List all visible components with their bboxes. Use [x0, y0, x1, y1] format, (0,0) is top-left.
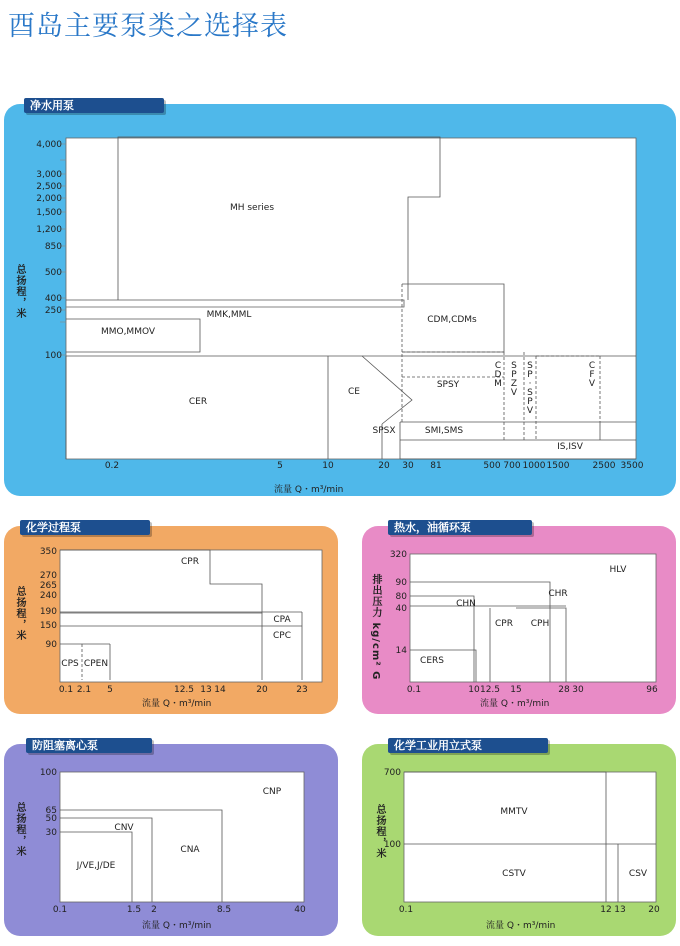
region-label: CPR	[495, 619, 513, 629]
x-tick-label: 28	[558, 685, 570, 695]
x-tick-label: 13	[200, 685, 212, 695]
x-tick-label: 30	[402, 461, 414, 471]
panel-title: 热水，油循环泵	[388, 520, 532, 535]
region-label: CERS	[420, 656, 444, 666]
x-tick-label: 20	[378, 461, 390, 471]
y-tick-label: 250	[44, 306, 62, 316]
x-tick-label: 0.1	[52, 905, 68, 915]
region-label: M	[494, 379, 502, 389]
region-label: CSV	[628, 869, 648, 879]
region-label: S	[511, 361, 517, 371]
y-axis-label: 总扬程，米	[374, 804, 385, 859]
region-label: V	[510, 388, 518, 398]
y-tick-label: 2,000	[36, 194, 62, 204]
x-tick-label: 1.5	[126, 905, 142, 915]
region-label: CPEN	[83, 659, 109, 669]
region-label: SPSX	[372, 426, 396, 436]
y-tick-label: 3,000	[36, 170, 62, 180]
region-label: HLV	[609, 565, 627, 575]
region-label: C	[588, 361, 596, 371]
region-label: CHN	[456, 599, 476, 609]
y-axis-label: 总扬程，米	[14, 264, 25, 319]
y-tick-label: 40	[395, 604, 407, 614]
region-label: C	[494, 361, 502, 371]
region-label: SMI,SMS	[424, 426, 464, 436]
x-tick-label: 5	[277, 461, 283, 471]
region-label: V	[588, 379, 596, 389]
x-axis-label: 流量 Q・m³/min	[486, 921, 556, 931]
x-tick-label: 20	[256, 685, 268, 695]
x-tick-label: 2	[151, 905, 157, 915]
x-tick-label: 30	[572, 685, 584, 695]
region-label: IS,ISV	[557, 442, 583, 452]
x-axis-label: 流量 Q・m³/min	[480, 699, 550, 709]
y-tick-label: 30	[45, 828, 57, 838]
region-label: P	[527, 397, 533, 407]
region-label: F	[589, 370, 595, 380]
y-tick-label: 100	[44, 351, 62, 361]
x-tick-label: 10	[322, 461, 334, 471]
x-tick-label: 2.1	[76, 685, 92, 695]
region-label: P	[527, 370, 533, 380]
region-label: CHR	[548, 589, 568, 599]
x-tick-label: 0.1	[398, 905, 414, 915]
y-tick-label: 65	[45, 806, 57, 816]
y-tick-label: 500	[44, 268, 62, 278]
panel-title: 净水用泵	[24, 98, 164, 113]
panel-title: 化学工业用立式泵	[388, 738, 548, 753]
y-tick-label: 90	[45, 640, 57, 650]
x-tick-label: 20	[648, 905, 660, 915]
panel-vertical-pump	[362, 739, 676, 936]
region-label: CPC	[273, 631, 291, 641]
x-tick-label: 96	[646, 685, 658, 695]
x-tick-label: 0.2	[104, 461, 120, 471]
x-axis-label: 流量 Q・m³/min	[274, 485, 344, 495]
x-axis-label: 流量 Q・m³/min	[142, 699, 212, 709]
chart-chemical-process	[4, 526, 338, 714]
region-label: CPH	[530, 619, 550, 629]
y-tick-label: 1,500	[36, 208, 62, 218]
y-axis-label: 总扬程，米	[14, 586, 25, 641]
x-tick-label: 13	[614, 905, 626, 915]
y-tick-label: 270	[39, 571, 57, 581]
y-tick-label: 80	[395, 592, 407, 602]
x-tick-label: 15	[510, 685, 522, 695]
y-tick-label: 700	[383, 768, 401, 778]
x-tick-label: 0.1	[58, 685, 74, 695]
region-label: V	[526, 406, 534, 416]
y-tick-label: 265	[39, 581, 57, 591]
y-tick-label: 2,500	[36, 182, 62, 192]
x-tick-label: 700	[503, 461, 521, 471]
region-label: D	[494, 370, 502, 380]
region-label: J/VE,J/DE	[76, 861, 116, 871]
region-label: Z	[510, 379, 518, 389]
x-tick-label: 5	[107, 685, 113, 695]
y-tick-label: 14	[395, 646, 407, 656]
x-tick-label: 81	[430, 461, 442, 471]
y-tick-label: 850	[44, 242, 62, 252]
y-tick-label: 190	[39, 607, 57, 617]
x-tick-label: 1500	[546, 461, 570, 471]
plot-area	[66, 138, 636, 459]
y-tick-label: 240	[39, 591, 57, 601]
panel-anti-clog	[4, 739, 338, 936]
region-label: P	[511, 370, 517, 380]
x-axis-label: 流量 Q・m³/min	[142, 921, 212, 931]
y-tick-label: 1,200	[36, 225, 62, 235]
x-tick-label: 23	[296, 685, 308, 695]
panel-title: 防阻塞离心泵	[26, 738, 152, 753]
y-tick-label: 350	[39, 547, 57, 557]
chart-clean-water	[4, 104, 676, 496]
y-tick-label: 100	[383, 840, 401, 850]
region-label: CE	[348, 387, 360, 397]
region-label: CNA	[180, 845, 200, 855]
region-label: SPSY	[436, 380, 460, 390]
y-tick-label: 50	[45, 814, 57, 824]
y-tick-label: 100	[39, 768, 57, 778]
page-title: 酉岛主要泵类之选择表	[8, 11, 288, 42]
region-label: CPS	[61, 659, 79, 669]
region-label: CSTV	[502, 869, 526, 879]
x-tick-label: 8.5	[216, 905, 232, 915]
x-tick-label: 3500	[620, 461, 644, 471]
x-tick-label: 2500	[592, 461, 616, 471]
panel-chemical-process	[4, 521, 338, 714]
y-axis-label: 总扬程，米	[14, 802, 25, 857]
region-label: S	[527, 361, 533, 371]
x-tick-label: 40	[294, 905, 306, 915]
region-label: CER	[188, 397, 208, 407]
x-tick-label: 14	[214, 685, 226, 695]
region-label: ·	[528, 379, 532, 389]
y-tick-label: 90	[395, 578, 407, 588]
y-tick-label: 4,000	[36, 140, 62, 150]
x-tick-label: 1000	[522, 461, 546, 471]
x-tick-label: 12.5	[173, 685, 195, 695]
x-tick-label: 12.5	[479, 685, 501, 695]
x-tick-label: 10	[468, 685, 480, 695]
region-label: CDM,CDMs	[427, 315, 477, 325]
panel-hot-water	[362, 521, 676, 714]
panel-clean-water	[4, 99, 676, 496]
region-label: MMTV	[500, 807, 528, 817]
region-label: CNV	[114, 823, 134, 833]
region-label: CPR	[181, 557, 199, 567]
x-tick-label: 0.1	[406, 685, 422, 695]
chart-vertical-pump	[362, 744, 676, 936]
region-label: CNP	[262, 787, 282, 797]
region-label: MH series	[229, 203, 275, 213]
region-label: MMK,MML	[206, 310, 252, 320]
y-tick-label: 400	[44, 294, 62, 304]
y-tick-label: 320	[389, 550, 407, 560]
region-label: S	[527, 388, 533, 398]
region-label: CPA	[273, 615, 291, 625]
panel-title: 化学过程泵	[20, 520, 150, 535]
y-tick-label: 150	[39, 621, 57, 631]
region-label: MMO,MMOV	[100, 327, 156, 337]
x-tick-label: 500	[483, 461, 501, 471]
y-axis-label: 排出压力 kg/cm² G	[370, 574, 381, 681]
chart-hot-water	[362, 526, 676, 714]
chart-anti-clog	[4, 744, 338, 936]
x-tick-label: 12	[600, 905, 612, 915]
